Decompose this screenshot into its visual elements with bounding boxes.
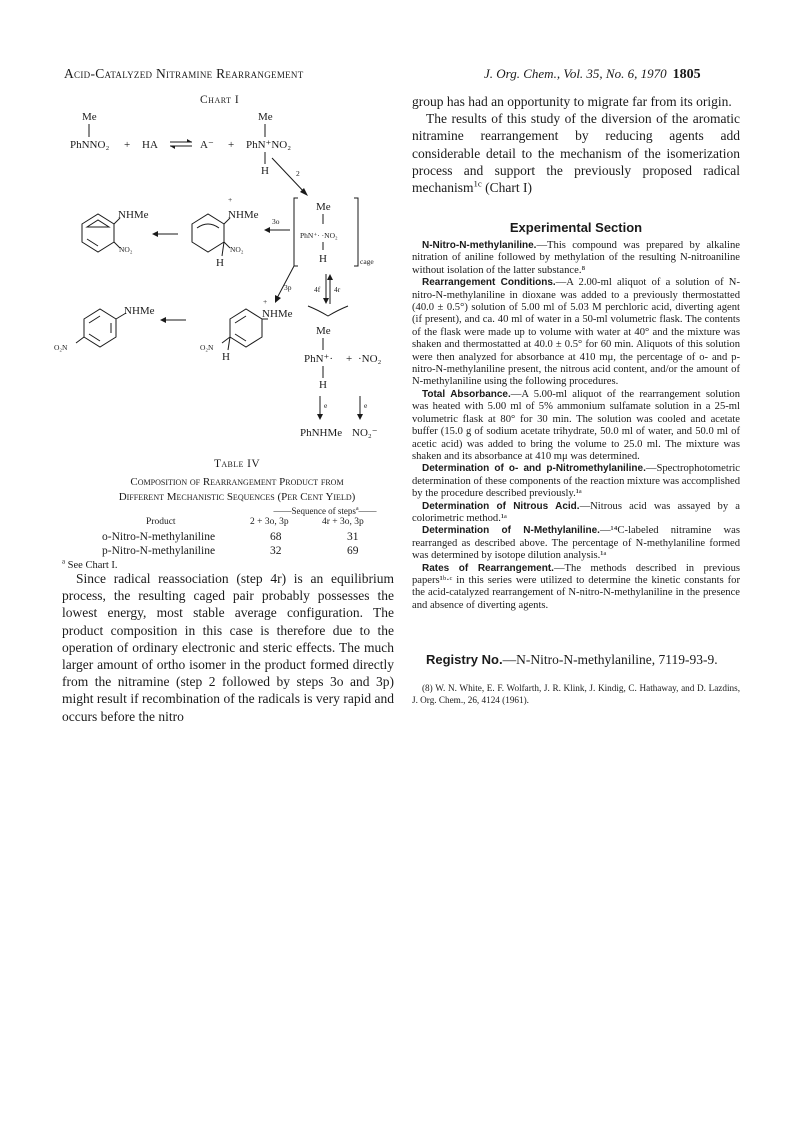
- ring-inner-bond: [87, 239, 98, 246]
- label-me-4: Me: [316, 325, 331, 337]
- sigma-complex-ring-1: [192, 214, 224, 252]
- registry-number: [426, 652, 718, 668]
- bond-line: [76, 337, 84, 343]
- item-text: —A 5.00-ml aliquot of the rearrangement solution was heated with 5.00 ml of 5% ammonium sulfamate solution in a 25-ml volumetric flask at 80° for 30 min. The solution was cooled and acetate buffer (15.0 g of sodium acetate trihydrate, 50.0 ml of water, and 50.0 ml of acetic acid) was added to bring the volume to 25.0 ml. The mixture was shaken and its absorbance at 410 mμ was determined.: [412, 388, 740, 462]
- footnote-ref: 1c: [473, 178, 482, 189]
- label-no2-2: NO₂: [230, 245, 244, 254]
- arrow-head: [317, 414, 323, 420]
- table-footnote: $^a$ See Chart I.: [62, 558, 118, 571]
- ring-inner-bond: [89, 334, 100, 341]
- label-plus-4: +: [263, 297, 268, 306]
- label-plus-5: +: [346, 353, 353, 365]
- arrow-head: [152, 231, 158, 237]
- sequence-header-text: Sequence of steps: [291, 506, 356, 516]
- table-row-product: p-Nitro-N-methylaniline: [102, 545, 216, 557]
- ring-inner-bond: [197, 224, 219, 228]
- paragraph-text: The results of this study of the diversion of the aromatic nitramine rearrangement by reducing agents add considerable detail to the mechanism of the isomerization process and support the previously proposed radical mechanism: [412, 111, 740, 196]
- experimental-item: [412, 525, 740, 562]
- page-number: 1805: [672, 67, 701, 82]
- col-header-b: 4r + 3o, 3p: [322, 517, 364, 527]
- col-header-a: 2 + 3o, 3p: [250, 517, 289, 527]
- experimental-item: [412, 501, 740, 526]
- step-2-arrow: [272, 158, 306, 194]
- paragraph: group has had an opportunity to migrate far from its origin.: [412, 94, 732, 109]
- registry-label: Registry No.: [426, 652, 503, 667]
- label-me-2: Me: [258, 111, 273, 123]
- label-h-5: H: [319, 379, 327, 391]
- label-me-1: Me: [82, 111, 97, 123]
- paragraph-text: (Chart I): [481, 180, 532, 196]
- sigma-complex-ring-2: [230, 309, 262, 347]
- item-heading: Total Absorbance.: [422, 388, 511, 400]
- label-ha: HA: [142, 139, 158, 151]
- item-text: —Nitrous acid was assayed by a colorimetric method.¹ᵃ: [412, 500, 740, 524]
- label-h-3: H: [319, 253, 327, 265]
- label-h-4: H: [222, 351, 230, 363]
- arrow-head: [357, 414, 363, 420]
- label-nhme-2: NHMe: [228, 209, 259, 221]
- chart-title: Chart I: [200, 94, 240, 106]
- experimental-item: [412, 277, 740, 389]
- label-o2n-1: O₂N: [54, 343, 68, 352]
- table-title: Table IV: [213, 458, 261, 470]
- label-phn-plus-no2: PhN⁺NO₂: [246, 139, 292, 151]
- ring-inner-bond: [87, 220, 109, 227]
- item-text: —¹⁴C-labeled nitramine was rearranged as described above. The percentage of N-methylaniline formed was determined by isotope dilution analysis.¹ᵃ: [412, 525, 741, 562]
- item-text: —Spectrophotometric determination of these components of the reaction mixture was accomplished by the procedure described previously.¹ᵃ: [412, 463, 741, 500]
- experimental-item: [412, 463, 740, 500]
- item-heading: N-Nitro-N-methylaniline.: [422, 240, 537, 251]
- arrow-head: [264, 227, 270, 233]
- reference-8: (8) W. N. White, E. F. Wolfarth, J. R. Klink, J. Kindig, C. Hathaway, and D. Lazdins, J. Org. Chem., 26, 4124 (1961).: [412, 683, 740, 705]
- experimental-item: [412, 563, 740, 613]
- item-text: —The methods described in previous papers¹ᵇ·ᶜ in this series were utilized to determine the kinetic constants for the acid-catalyzed rearrangement of N-nitro-N-methylaniline in the presence and absence of diverting agents.: [412, 562, 740, 611]
- running-title: Acid-Catalyzed Nitramine Rearrangement: [64, 66, 304, 81]
- item-heading: Determination of o- and p-Nitromethylaniline.: [422, 463, 646, 475]
- right-top-text: [412, 93, 740, 196]
- table-cell: 31: [347, 531, 359, 543]
- item-heading: Determination of N-Methylaniline.: [422, 525, 600, 537]
- table-cell: 69: [347, 545, 359, 557]
- item-heading: Rates of Rearrangement.: [422, 562, 554, 574]
- label-step-e-1: e: [324, 401, 328, 410]
- table-cell: 32: [270, 545, 282, 557]
- reaction-scheme: [54, 106, 402, 456]
- journal-name: J. Org. Chem., Vol. 35, No. 6, 1970: [484, 66, 667, 81]
- arrow-head: [187, 139, 192, 142]
- label-me-3: Me: [316, 201, 331, 213]
- arrow-head: [160, 317, 166, 323]
- label-nhme-3: NHMe: [124, 305, 155, 317]
- arrow-head: [323, 298, 329, 304]
- left-paragraph: Since radical reassociation (step 4r) is an equilibrium process, the resulting caged pair probably possesses the lowest energy, most stable average configuration. The product composition in this case is therefore due to the operation of ordinary electronic and steric effects. The much larger amount of ortho isomer in the product formed directly from the nitramine (step 2 followed by steps 3o and 3p) might result if recombination of the radicals is very rapid and occurs before the nitro: [62, 571, 394, 724]
- label-phnno2: PhNNO₂: [70, 139, 110, 151]
- paragraph: [412, 110, 740, 196]
- label-step-2: 2: [296, 169, 300, 178]
- label-step-3o: 3o: [272, 217, 280, 226]
- experimental-section: [412, 240, 740, 612]
- label-phnhme: PhNHMe: [300, 427, 343, 439]
- label-no2-rad: ·NO₂: [358, 353, 382, 365]
- cage-bracket-left: [294, 198, 298, 266]
- label-phn-rad: PhN⁺·: [304, 353, 334, 365]
- label-h-1: H: [261, 165, 269, 177]
- ring-inner-bond: [235, 316, 246, 323]
- col-header-product: Product: [146, 517, 176, 527]
- table-cell: 68: [270, 531, 282, 543]
- brace: [308, 306, 348, 316]
- ring-inner-bond: [235, 334, 246, 341]
- label-h-2: H: [216, 257, 224, 269]
- label-plus-3: +: [228, 195, 233, 204]
- table-row-product: o-Nitro-N-methylaniline: [102, 531, 216, 543]
- experimental-item: [412, 389, 740, 463]
- sequence-header: ——Sequence of steps$^a$——: [273, 506, 377, 516]
- registry-text: —N-Nitro-N-methylaniline, 7119-93-9.: [502, 652, 718, 667]
- label-a-minus: A⁻: [200, 139, 214, 151]
- item-text: —This compound was prepared by alkaline nitration of aniline followed by methylation of the resulting N-nitroaniline without isolation of the latter substance.⁸: [412, 240, 740, 276]
- label-step-3p: 3p: [284, 283, 292, 292]
- label-plus-1: +: [124, 139, 131, 151]
- label-cage: cage: [360, 257, 374, 266]
- label-o2n-2: O₂N: [200, 343, 214, 352]
- table-caption-line: Different Mechanistic Sequences (Per Cent Yield): [118, 491, 356, 503]
- label-phn-rad-no2: PhN⁺· ·NO₂: [300, 231, 338, 240]
- section-heading: Experimental Section: [509, 220, 643, 235]
- label-no2-1: NO₂: [119, 245, 133, 254]
- bond-line: [222, 242, 224, 256]
- item-heading: Determination of Nitrous Acid.: [422, 500, 580, 512]
- journal-citation: [484, 66, 701, 83]
- ring-inner-bond: [89, 316, 100, 323]
- item-text: —A 2.00-ml aliquot of a solution of N-nitro-N-methylaniline in dioxane was added to a previously thermostatted (40.0 ± 0.5°) solution of 5.00 ml of 5.03 M perchloric acid, diverting agent (if present), and ca. 40 ml of water in a 50-ml volumetric flask. The contents of the flask were made up to volume with water at 40° and the mixture was shaken and thermostatted at 40.0 ± 0.5° for 60 min. Aliquots of this solution were then analyzed for absorbance at 410 mμ, the percentage of o- and p-nitro-N-methylaniline present, the nitrous acid content, and/or the amount of N-methylaniline using the following procedures.: [412, 277, 740, 388]
- bond-line: [228, 337, 230, 350]
- label-plus-2: +: [228, 139, 235, 151]
- cage-bracket-right: [354, 198, 358, 266]
- item-heading: Rearrangement Conditions.: [422, 277, 556, 289]
- label-nhme-4: NHMe: [262, 308, 293, 320]
- arrow-head: [170, 146, 175, 149]
- label-step-4f: 4f: [314, 285, 321, 294]
- label-step-e-2: e: [364, 401, 368, 410]
- arrow-head: [327, 274, 333, 280]
- experimental-item: [412, 240, 740, 277]
- label-step-4r: 4r: [334, 285, 341, 294]
- label-no2-minus: NO₂⁻: [352, 427, 378, 439]
- label-nhme-1: NHMe: [118, 209, 149, 221]
- table-caption-line: Composition of Rearrangement Product from: [130, 476, 344, 488]
- table-caption: [62, 475, 412, 505]
- table-footnote-text: See Chart I.: [67, 560, 118, 571]
